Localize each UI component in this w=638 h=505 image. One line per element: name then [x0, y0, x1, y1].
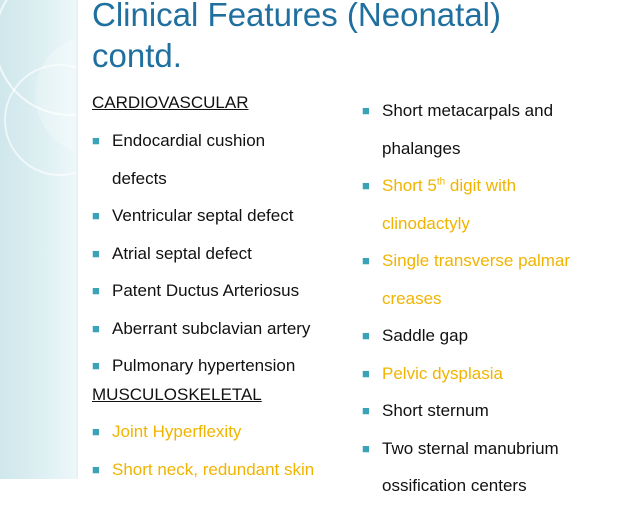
list-item-continuation: defects	[112, 168, 167, 188]
bullet-icon: ■	[92, 424, 100, 439]
slide-title	[92, 0, 501, 76]
cardiovascular-list	[92, 122, 362, 385]
bullet-icon: ■	[362, 328, 370, 343]
bullet-icon: ■	[362, 403, 370, 418]
bullet-icon: ■	[362, 103, 370, 118]
bullet-icon: ■	[362, 178, 370, 193]
list-item-continuation: ossification centers	[382, 476, 527, 495]
title-line-2: contd.	[92, 37, 182, 74]
list-item: ■ Short metacarpals and	[362, 92, 632, 130]
cardiovascular-heading: CARDIOVASCULAR	[92, 93, 249, 112]
list-item: ■ Two sternal manubrium	[362, 430, 632, 468]
list-item: ■ Pelvic dysplasia	[362, 355, 632, 393]
right-list	[362, 92, 632, 505]
list-item: ■ Endocardial cushion	[92, 122, 362, 160]
decorative-side-band	[0, 0, 76, 479]
bullet-icon: ■	[362, 253, 370, 268]
list-item: ■ Atrial septal defect	[92, 235, 362, 273]
list-item-continuation: clinodactyly	[382, 213, 470, 233]
bullet-icon: ■	[92, 461, 100, 477]
bullet-icon: ■	[92, 358, 100, 373]
bullet-icon: ■	[92, 208, 100, 223]
bullet-icon: ■	[92, 133, 100, 148]
list-item: ■ Short neck, redundant skin	[92, 451, 362, 489]
bullet-icon: ■	[92, 320, 100, 336]
list-item: ■ Short sternum	[362, 392, 632, 430]
bullet-icon: ■	[362, 365, 370, 381]
musculoskeletal-list	[92, 413, 362, 488]
bullet-icon: ■	[92, 245, 100, 261]
band-edge	[76, 0, 78, 479]
list-item: ■ Joint Hyperflexity	[92, 413, 362, 451]
list-item: ■ Single transverse palmar	[362, 242, 632, 280]
list-item: ■ Patent Ductus Arteriosus	[92, 272, 362, 310]
decorative-circles	[0, 0, 76, 479]
list-item-continuation: creases	[382, 288, 442, 308]
musculoskeletal-heading: MUSCULOSKELETAL	[92, 385, 262, 404]
title-line-1: Clinical Features (Neonatal)	[92, 0, 502, 33]
bullet-icon: ■	[362, 440, 370, 456]
bullet-icon: ■	[92, 283, 100, 298]
list-item: ■ Aberrant subclavian artery	[92, 310, 362, 348]
list-item: ■ Saddle gap	[362, 317, 632, 355]
list-item-continuation: phalanges	[382, 138, 461, 158]
list-item: ■ Pulmonary hypertension	[92, 347, 362, 385]
list-item: ■ Short 5th digit with	[362, 167, 632, 205]
list-item: ■ Ventricular septal defect	[92, 197, 362, 235]
